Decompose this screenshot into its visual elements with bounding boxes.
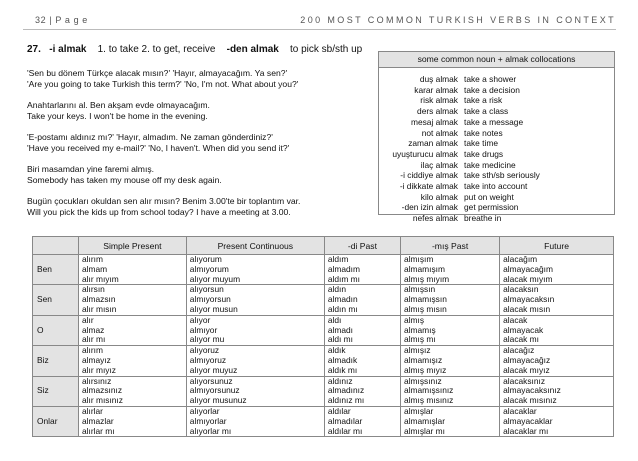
pronoun-cell: Sen (33, 285, 79, 315)
example-tr: Bugün çocukları okuldan sen alır mısın? Benim 3.00'te bir toplantım var. (27, 196, 301, 206)
verb-form: alacak mıyım (503, 273, 553, 284)
verb-form: almışım (404, 254, 434, 264)
verb-form: alıyor musun (189, 303, 238, 314)
verb-form: aldık mı (327, 364, 358, 375)
verb-form: almışsınız (404, 375, 442, 386)
verb-form: almaz (82, 324, 105, 335)
conjugation-cell (186, 285, 324, 315)
verb-form: alıyorlar (189, 405, 220, 416)
verb-form: almazlar (82, 415, 114, 426)
collocation-en: take a shower (464, 74, 517, 84)
verb-form: almadılar (327, 415, 363, 426)
verb-form: almayacaklar (503, 415, 553, 426)
conjugation-cell (401, 346, 500, 376)
verb-form: almamışız (404, 354, 443, 365)
example-en: 'Have you received my e-mail?' 'No, I haven't. When did you send it?' (27, 143, 290, 153)
collocation-tr: karar almak (414, 84, 458, 95)
verb-form: alacak mısınız (503, 395, 557, 406)
conjugation-cell (186, 376, 324, 406)
verb-form: alacak (503, 314, 528, 325)
verb-form: almıyorlar (189, 415, 227, 426)
verb-form: alıyorsun (189, 284, 224, 295)
verb-form: almış mısınız (404, 395, 454, 406)
verb-form: aldınız (327, 375, 353, 386)
verb-form: almazsın (82, 294, 116, 305)
collocation-tr: ilaç almak (420, 159, 458, 170)
collocation-en: take notes (464, 127, 503, 138)
column-header: -di Past (324, 237, 400, 255)
verb-form: alır mıyım (82, 273, 119, 284)
verb-form: almayacağım (503, 263, 553, 274)
verb-form: almam (82, 263, 108, 274)
collocation-tr: risk almak (420, 95, 458, 106)
verb-form: alıyor muyuz (189, 364, 238, 375)
column-header (33, 237, 79, 255)
example-en: 'Are you going to take Turkish this term?' 'No, I'm not. What about you?' (27, 79, 299, 89)
verb-form: alır mıyız (82, 364, 116, 375)
verb-form: aldım (327, 254, 349, 264)
conjugation-cell (324, 346, 400, 376)
verb-form: alırsınız (82, 375, 112, 386)
verb-form: almıyorsun (189, 294, 231, 305)
conjugation-cell (324, 285, 400, 315)
verb-form: almadı (327, 324, 353, 335)
example-en: Take your keys. I won't be home in the evening. (27, 111, 208, 121)
collocation-en: take a message (464, 116, 524, 127)
table-row (33, 376, 614, 406)
conjugation-cell (500, 406, 614, 436)
example-block (27, 196, 300, 218)
verb-form: alırım (82, 254, 103, 264)
verb-form: alır mısınız (82, 395, 123, 406)
collocation-tr: ders almak (417, 106, 458, 117)
example-block (27, 132, 289, 154)
conjugation-cell (500, 255, 614, 285)
verb-form: aldım mı (327, 273, 360, 284)
collocation-item (379, 138, 614, 149)
table-row (33, 255, 614, 285)
table-row (33, 285, 614, 315)
example-tr: 'Sen bu dönem Türkçe alacak mısın?' 'Hayır, almayacağım. Ya sen?' (27, 68, 288, 78)
conjugation-cell (79, 315, 187, 345)
verb-form: alırlar (82, 405, 103, 416)
verb-form: alırlar mı (82, 425, 115, 436)
conjugation-cell (401, 315, 500, 345)
verb-form: alıyor musunuz (189, 395, 247, 406)
pronoun-cell: Siz (33, 376, 79, 406)
verb-form: almış (404, 314, 425, 325)
conjugation-cell (186, 315, 324, 345)
verb-form: aldın mı (327, 303, 358, 314)
table-row (33, 346, 614, 376)
verb-form: aldılar mı (327, 425, 363, 436)
entry-verb-2: -den almak (226, 44, 279, 55)
table-row (33, 315, 614, 345)
collocation-item (379, 149, 614, 160)
collocation-tr: uyuşturucu almak (392, 148, 458, 159)
example-block (27, 68, 298, 90)
verb-form: almamışlar (404, 415, 445, 426)
verb-form: aldık (327, 345, 346, 356)
conjugation-cell (79, 376, 187, 406)
conjugation-cell (500, 346, 614, 376)
pronoun-cell: Ben (33, 255, 79, 285)
table-row (33, 406, 614, 436)
verb-form: almazsınız (82, 385, 123, 396)
verb-form: almayacaksın (503, 294, 555, 305)
collocation-item (379, 85, 614, 96)
verb-form: alıyoruz (189, 345, 220, 356)
collocation-en: take into account (464, 181, 528, 192)
verb-form: almayacağız (503, 354, 551, 365)
conjugation-cell (401, 255, 500, 285)
conjugation-cell (186, 255, 324, 285)
verb-form: almıyor (189, 324, 218, 335)
verb-form: almamışsınız (404, 385, 454, 396)
conjugation-table (32, 236, 614, 437)
pronoun-cell: O (33, 315, 79, 345)
verb-form: alacak mıyız (503, 364, 550, 375)
column-header: -mış Past (401, 237, 500, 255)
collocation-en: take sth/sb seriously (464, 170, 540, 181)
conjugation-cell (186, 406, 324, 436)
column-header: Present Continuous (186, 237, 324, 255)
verb-form: aldılar (327, 405, 351, 416)
entry-gloss-2: to pick sb/sth up (289, 44, 363, 55)
conjugation-cell (324, 376, 400, 406)
conjugation-cell (79, 406, 187, 436)
verb-form: alacaklar (503, 405, 537, 416)
conjugation-cell (79, 255, 187, 285)
verb-form: almıyorum (189, 263, 229, 274)
conjugation-cell (324, 255, 400, 285)
verb-form: alır (82, 314, 94, 325)
conjugation-cell (500, 285, 614, 315)
verb-form: alıyorsunuz (189, 375, 233, 386)
verb-form: alacak mı (503, 334, 539, 345)
verb-form: almadın (327, 294, 358, 305)
verb-form: almadım (327, 263, 360, 274)
conjugation-cell (79, 346, 187, 376)
verb-form: almamışsın (404, 294, 447, 305)
conjugation-header-row (33, 237, 614, 255)
collocation-tr: -i ciddiye almak (400, 170, 458, 181)
collocation-en: breathe in (464, 213, 502, 224)
conjugation-cell (500, 376, 614, 406)
verb-form: almışlar mı (404, 425, 445, 436)
verb-form: almış mı (404, 334, 436, 345)
collocation-item (379, 74, 614, 85)
collocation-item (379, 106, 614, 117)
verb-form: aldı mı (327, 334, 353, 345)
verb-form: alır mısın (82, 303, 117, 314)
page-header (23, 15, 616, 30)
verb-form: alıyorlar mı (189, 425, 232, 436)
collocations-list (379, 74, 614, 224)
verb-form: alacak mısın (503, 303, 551, 314)
verb-form: almış mıyım (404, 273, 450, 284)
example-tr: 'E-postamı aldınız mı?' 'Hayır, almadım. Ne zaman gönderdiniz?' (27, 132, 273, 142)
collocation-item (379, 192, 614, 203)
example-block (27, 100, 210, 122)
collocation-item (379, 170, 614, 181)
verb-form: almadık (327, 354, 358, 365)
pronoun-cell: Biz (33, 346, 79, 376)
pronoun-cell: Onlar (33, 406, 79, 436)
verb-form: alacaksın (503, 284, 539, 295)
verb-form: almışsın (404, 284, 436, 295)
verb-form: alıyorum (189, 254, 222, 264)
column-header: Simple Present (79, 237, 187, 255)
verb-form: almıyorsunuz (189, 385, 240, 396)
verb-form: alacaklar mı (503, 425, 549, 436)
verb-form: almayacaksınız (503, 385, 561, 396)
conjugation-cell (79, 285, 187, 315)
verb-form: alıyor mu (189, 334, 225, 345)
collocation-en: put on weight (464, 191, 514, 202)
collocation-tr: mesaj almak (410, 116, 458, 127)
example-en: Will you pick the kids up from school today? I have a meeting at 3.00. (27, 207, 291, 217)
collocation-item (379, 213, 614, 224)
verb-form: almıyoruz (189, 354, 227, 365)
collocation-tr: not almak (421, 127, 458, 138)
collocations-heading: some common noun + almak collocations (379, 52, 614, 68)
collocation-item (379, 95, 614, 106)
verb-form: alıyor muyum (189, 273, 241, 284)
collocation-tr: kilo almak (420, 191, 458, 202)
page-number: 32 | P a g e (35, 15, 88, 25)
collocation-item (379, 128, 614, 139)
collocation-item (379, 160, 614, 171)
verb-form: aldı (327, 314, 342, 325)
collocation-en: take a decision (464, 84, 520, 95)
entry-number: 27. (27, 44, 41, 55)
verb-form: almış mısın (404, 303, 447, 314)
conjugation-cell (401, 376, 500, 406)
collocation-tr: zaman almak (408, 138, 458, 149)
collocation-item (379, 117, 614, 128)
verb-form: almayız (82, 354, 111, 365)
entry-gloss-1: 1. to take 2. to get, receive (97, 44, 216, 55)
conjugation-cell (324, 406, 400, 436)
collocation-tr: -i dikkate almak (399, 181, 458, 192)
collocation-en: take time (464, 138, 498, 149)
verb-form: alırım (82, 345, 103, 356)
conjugation-cell (401, 406, 500, 436)
example-en: Somebody has taken my mouse off my desk again. (27, 175, 222, 185)
verb-form: almışız (404, 345, 431, 356)
verb-form: almışlar (404, 405, 434, 416)
verb-form: aldınız mı (327, 395, 365, 406)
verb-form: almadınız (327, 385, 365, 396)
collocation-en: take a class (464, 106, 509, 117)
book-title: 200 MOST COMMON TURKISH VERBS IN CONTEXT (300, 15, 616, 25)
collocation-tr: duş almak (419, 74, 458, 84)
collocations-box (378, 51, 615, 224)
conjugation-cell (401, 285, 500, 315)
collocation-en: get permission (464, 202, 519, 213)
collocation-en: take medicine (464, 159, 516, 170)
verb-form: alacaksınız (503, 375, 546, 386)
verb-form: almamış (404, 324, 436, 335)
example-tr: Anahtarlarını al. Ben akşam evde olmayacağım. (27, 100, 210, 110)
conjugation-cell (324, 315, 400, 345)
verb-form: alır mı (82, 334, 106, 345)
collocation-en: take drugs (464, 148, 504, 159)
verb-form: alıyor (189, 314, 211, 325)
collocation-tr: nefes almak (412, 213, 458, 224)
collocation-tr: -den izin almak (401, 202, 458, 213)
example-block (27, 164, 222, 186)
collocation-en: take a risk (464, 95, 503, 106)
conjugation-body (33, 255, 614, 437)
collocation-item (379, 202, 614, 213)
entry-verb-1: -i almak (49, 44, 87, 55)
verb-form: alacağım (503, 254, 538, 264)
entry-title (27, 44, 362, 55)
verb-form: almayacak (503, 324, 544, 335)
conjugation-cell (186, 346, 324, 376)
verb-form: almış mıyız (404, 364, 447, 375)
example-tr: Biri masamdan yine faremi almış. (27, 164, 155, 174)
collocation-item (379, 181, 614, 192)
verb-form: aldın (327, 284, 347, 295)
column-header: Future (500, 237, 614, 255)
conjugation-cell (500, 315, 614, 345)
verb-form: almamışım (404, 263, 445, 274)
verb-form: alırsın (82, 284, 105, 295)
verb-form: alacağız (503, 345, 535, 356)
